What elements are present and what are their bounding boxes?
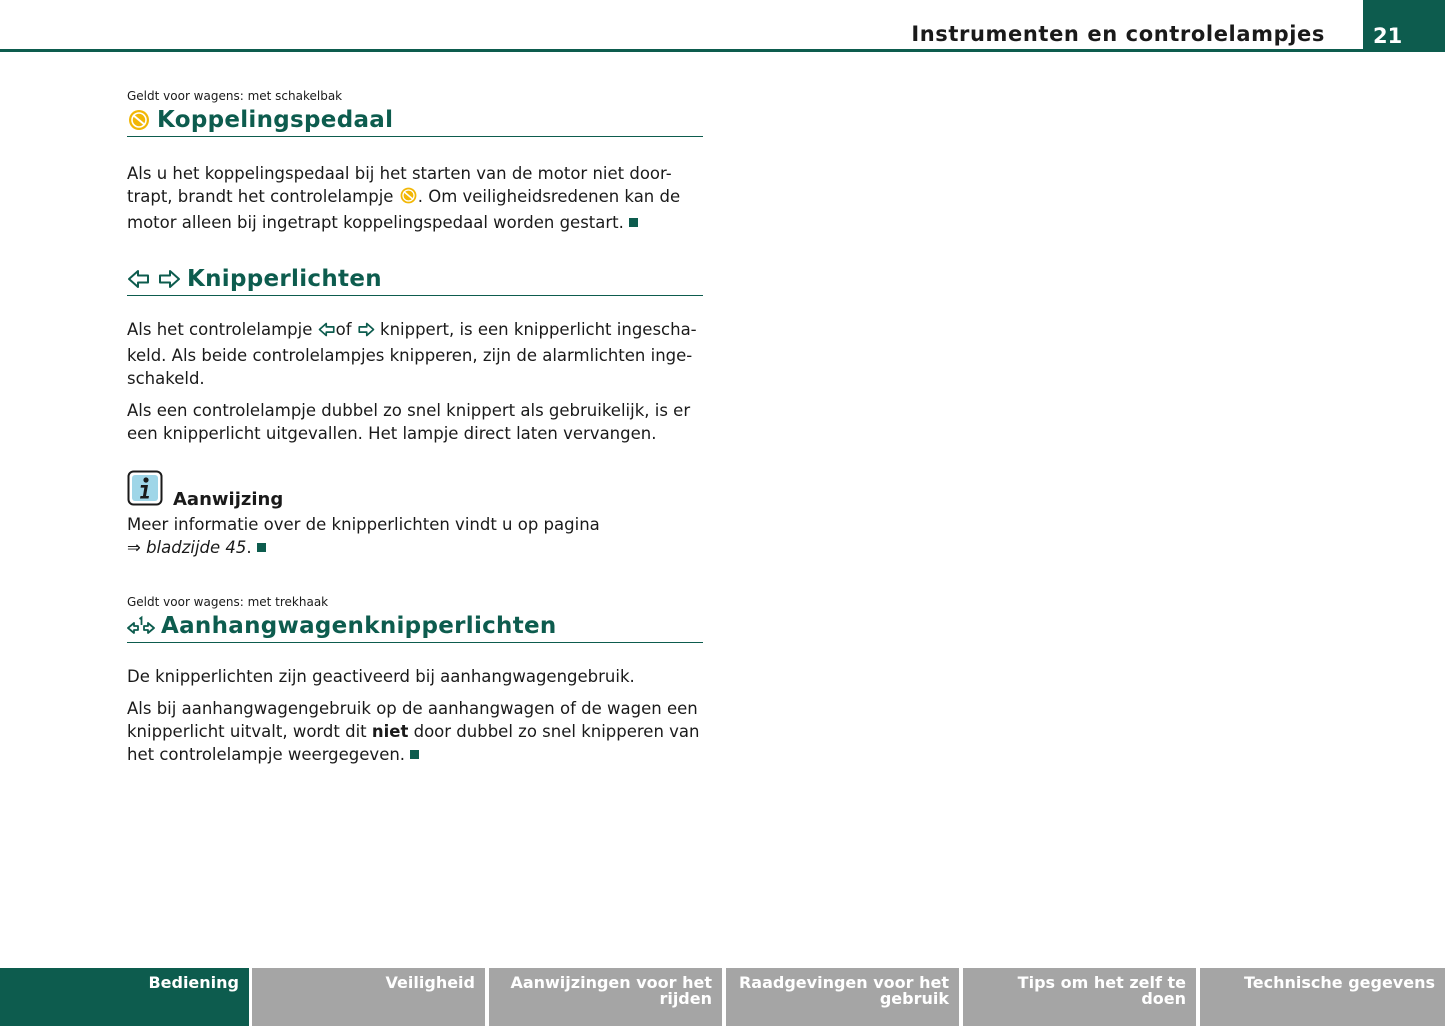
section-heading — [127, 611, 703, 643]
tab-tips-zelf-doen[interactable]: Tips om het zelf te doen — [963, 968, 1196, 1026]
page-header-title: Instrumenten en controlelampjes — [911, 22, 1325, 46]
section-koppelingspedaal — [127, 89, 703, 234]
paragraph: De knipperlichten zijn geactiveerd bij aanhangwagengebruik. — [127, 667, 635, 686]
section-title: Aanhangwagenknipperlichten — [161, 613, 557, 639]
paragraph — [127, 318, 703, 390]
text-line: knippert, is een knipperlicht ingescha- — [380, 320, 697, 339]
section-end-mark — [410, 750, 419, 759]
text-line: Als bij aanhangwagengebruik op de aanhangwagen of de wagen een knipperlicht uitvalt, wordt dit — [127, 699, 698, 741]
clutch-warning-icon — [127, 108, 151, 132]
text-line: motor alleen bij ingetrapt koppelingspedaal worden gestart. — [127, 213, 624, 232]
tab-bediening[interactable]: Bediening — [0, 968, 249, 1026]
applies-to-note: Geldt voor wagens: met trekhaak — [127, 595, 329, 609]
text-word: . — [246, 538, 252, 557]
info-icon — [127, 470, 163, 510]
tab-veiligheid[interactable]: Veiligheid — [252, 968, 485, 1026]
paragraph — [127, 697, 703, 766]
turn-signal-right-icon — [357, 321, 375, 344]
text-line: Meer informatie over de knipperlichten vindt u op pagina — [127, 515, 600, 534]
section-heading — [127, 264, 703, 296]
text-line: door dubbel zo snel knipperen van het controlelampje weergegeven. — [127, 722, 700, 764]
text-line: keld. Als beide controlelampjes knipperen, zijn de alarmlichten inge- — [127, 346, 693, 365]
clutch-warning-icon — [399, 186, 418, 211]
note-heading — [127, 470, 703, 510]
section-title: Knipperlichten — [187, 266, 382, 292]
section-knipperlichten — [127, 264, 703, 559]
section-title: Koppelingspedaal — [157, 107, 394, 133]
applies-to-note: Geldt voor wagens: met schakelbak — [127, 89, 343, 103]
tab-technische-gegevens[interactable]: Technische gegevens — [1200, 968, 1445, 1026]
section-aanhangwagenknipperlichten — [127, 595, 703, 766]
tab-aanwijzingen-rijden[interactable]: Aanwijzingen voor het rijden — [489, 968, 722, 1026]
page-reference-link[interactable]: bladzijde 45 — [146, 538, 247, 557]
tab-raadgevingen-gebruik[interactable]: Raadgevingen voor het gebruik — [726, 968, 959, 1026]
turn-signal-left-icon — [127, 268, 151, 290]
note-title: Aanwijzing — [173, 489, 284, 510]
header-rule — [0, 49, 1445, 52]
chapter-tabs — [0, 968, 1445, 1026]
page-number: 21 — [1363, 0, 1445, 52]
emphasis-text: niet — [371, 722, 409, 741]
text-word: of — [335, 320, 352, 339]
turn-signal-left-icon — [318, 321, 336, 344]
paragraph — [127, 162, 703, 234]
section-end-mark — [257, 543, 266, 552]
text-line: Als u het koppelingspedaal bij het starten van de motor niet door- — [127, 164, 672, 183]
text-line: Als het controlelampje — [127, 320, 313, 339]
trailer-turn-signal-icon — [127, 615, 155, 637]
text-line: . Om veiligheidsredenen kan de — [417, 187, 681, 206]
text-line: trapt, brandt het controlelampje — [127, 187, 394, 206]
paragraph: Als een controlelampje dubbel zo snel knippert als gebruikelijk, is er een knipperlicht uitgevallen. Het lampje direct laten vervangen. — [127, 401, 691, 443]
reference-arrow: ⇒ — [127, 538, 141, 557]
note-text — [127, 513, 703, 559]
turn-signal-right-icon — [157, 268, 181, 290]
text-line: schakeld. — [127, 369, 205, 388]
section-heading — [127, 105, 703, 137]
section-end-mark — [629, 218, 638, 227]
